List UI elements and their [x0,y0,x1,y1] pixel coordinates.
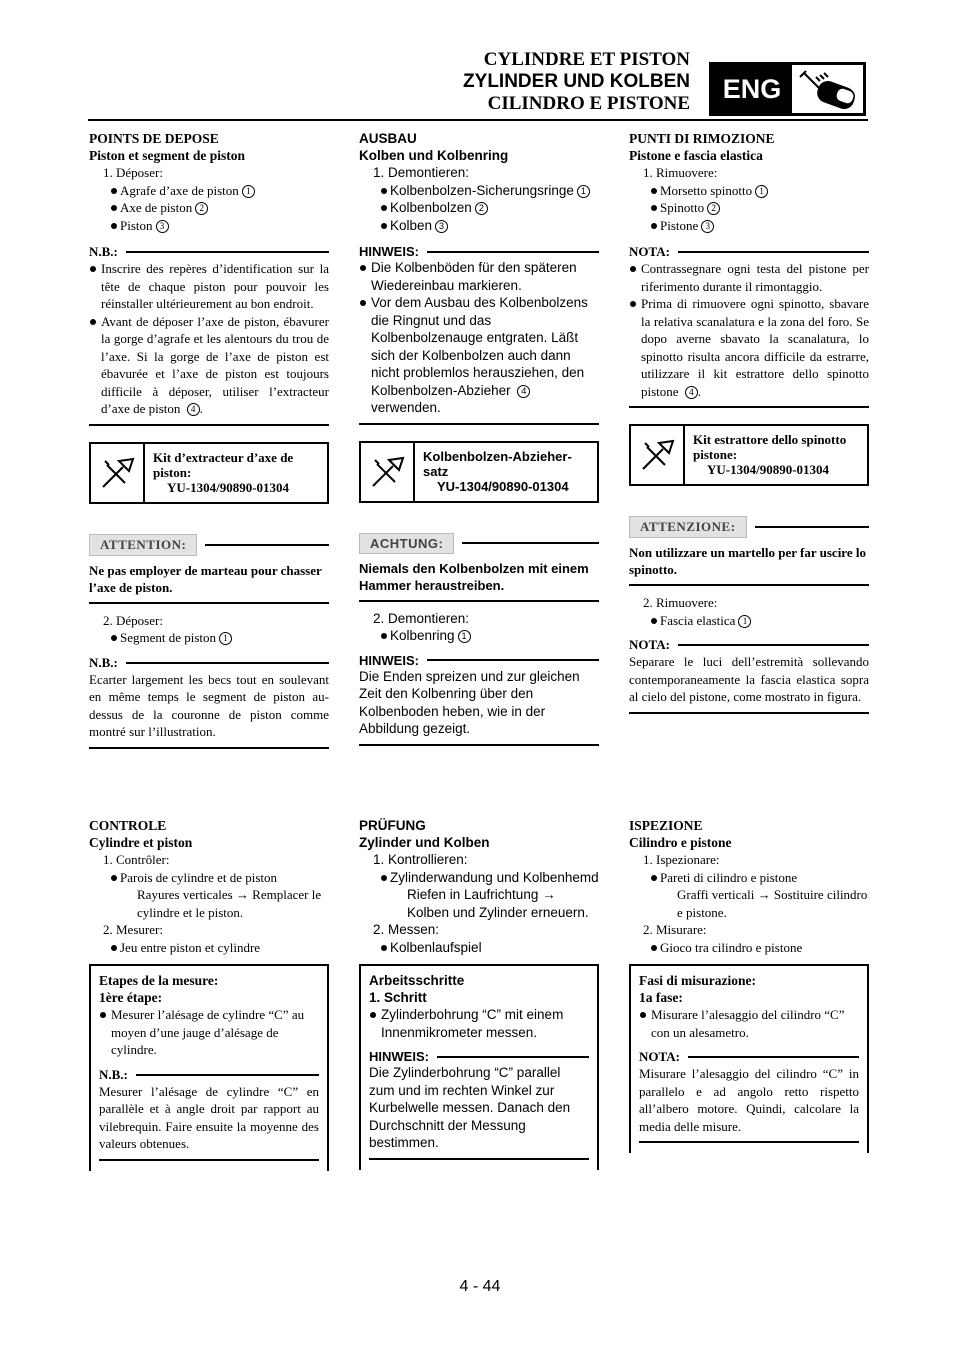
section-badge-label: ENG [712,65,792,113]
measurement-item: Mesurer l’alésage de cylindre “C” au moyen d’une jauge d’alésage de cylindre. [99,1006,319,1059]
list-item: Agrafe d’axe de piston [120,182,239,198]
note-label: HINWEIS: [359,652,419,668]
measurement-step: 1ère étape: [99,990,163,1005]
title-italian: CILINDRO E PISTONE [487,93,690,114]
callout-number: 2 [707,202,720,215]
section-subtitle: Zylinder und Kolben [359,835,490,850]
italian-inspection-section [629,817,869,1153]
page-number: 4 - 44 [459,1278,501,1295]
measurement-item: Misurare l’alesaggio del cilindro “C” con un alesametro. [639,1006,859,1041]
caution-label: ATTENZIONE: [629,516,747,538]
callout-number: 4 [517,385,530,398]
list-item: Kolbenbolzen [390,200,472,215]
tool-icon [97,453,137,493]
note-label: NOTA: [629,244,670,259]
list-item-detail: Graffi verticali → Sostituire cilindro e pistone. [677,887,868,920]
section-title: POINTS DE DEPOSE [89,131,219,146]
tool-code: YU-1304/90890-01304 [167,479,290,495]
section-badge [709,62,866,116]
list-item-detail: Riefen in Laufrichtung → Kolben und Zylinder erneuern. [407,887,589,920]
note-item: Die Kolbenböden für den späteren Wiedereinbau markieren. [359,259,599,294]
note-label: HINWEIS: [359,244,419,259]
tool-name: Kolbenbolzen-Abzieher-satz [423,448,572,479]
callout-number: 3 [156,220,169,233]
note-item: Vor dem Ausbau des Kolbenbolzens die Ringnut und das Kolbenbolzenauge entgraten. Läßt sich der Kolbenbolzen auch dann nicht problemlos herausziehen, den Kolbenbolzen-Abzieher [371,295,588,398]
measurement-title: Arbeitsschritte [369,973,465,988]
section-title: PUNTI DI RIMOZIONE [629,131,775,146]
step-1: 1. Demontieren: [373,165,470,180]
note-label: N.B.: [89,244,118,259]
step-1: 1. Rimuovere: [643,165,718,180]
measurement-title: Fasi di misurazione: [639,973,756,988]
note-item: Contrassegnare ogni testa del pistone per riferimento durante il rimontaggio. [629,260,869,295]
italian-removal-section: PUNTI DI RIMOZIONE Pistone e fascia elastica 1. Rimuovere: Morsetto spinotto 1 Spinotto 2 Pistone 3 NOTA: Contrassegnare ogni testa del pistone per riferimento durante il rimontaggio. Prima di rimuovere ogni spinotto, sbavare la relativa scanalatura e la zona del foro. Se dopo averne sbavato la scanalatura, lo spinotto risulta ancora difficile da estrarre, utilizzare il kit estrattore dello spinotto pistone 4 . Kit estrattore dello spinotto pistone: YU-1304/90890-01304 ATTENZIONE: Non utilizzare un martello per far uscire lo spinotto. 2. Rimuovere: Fascia elastica 1 NOTA: Separare le luci dell’estremità sollevando contemporaneamente la fascia elastica sopra al cielo del pistone, come mostrato in figura. [629,130,869,714]
special-tool-box [629,424,869,486]
note-label: N.B.: [99,1066,128,1082]
note-label: N.B.: [89,654,118,670]
list-item: Jeu entre piston et cylindre [89,939,329,957]
caution-label: ACHTUNG: [359,533,454,554]
callout-number: 4 [685,386,698,399]
section-title: CONTROLE [89,818,167,833]
step-2: 2. Demontieren: [373,610,470,626]
callout-number: 1 [219,632,232,645]
section-subtitle: Kolben und Kolbenring [359,148,509,163]
page-header [0,0,960,125]
caution-text: Ne pas employer de marteau pour chasser l’axe de piston. [89,562,322,595]
step-2: 2. Rimuovere: [643,595,718,610]
tool-icon [367,452,407,492]
note-label: NOTA: [629,637,670,652]
list-item: Fascia elastica [660,612,736,628]
step-1: 1. Ispezionare: [643,852,720,867]
step-2: 2. Misurare: [643,922,707,937]
note-item-tail: verwenden. [371,400,441,415]
step-2: 2. Mesurer: [103,922,163,937]
note-item: Prima di rimuovere ogni spinotto, sbavare la relativa scanalatura e la zona del foro. Se dopo averne sbavato la scanalatura, lo spinotto risulta ancora difficile da estrarre, utilizzare il kit estrattore dello spinotto pistone [641,296,869,399]
caution-label: ATTENTION: [89,534,197,556]
list-item: Morsetto spinotto [660,182,753,198]
note-label: HINWEIS: [369,1049,429,1064]
special-tool-box [359,441,599,503]
callout-number: 2 [195,202,208,215]
callout-number: 1 [458,630,471,643]
note-item: Avant de déposer l’axe de piston, ébavurer la gorge d’agrafe et les alentours du trou de l’axe. Si la gorge de l’axe de piston est ébavurée et l’axe de piston est toujours difficile à déposer, utiliser l’extracteur d’axe de piston [101,313,329,416]
german-removal-section [359,130,599,746]
step-2: 2. Déposer: [103,612,163,628]
note-text: Die Enden spreizen und zur gleichen Zeit den Kolbenring über den Kolbenboden heben, wie in der Abbildung gezeigt. [359,668,580,736]
section-subtitle: Cylindre et piston [89,835,193,850]
section-title: PRÜFUNG [359,818,426,833]
list-item: Piston [120,217,153,233]
step-1: 1. Déposer: [103,165,163,180]
title-french: CYLINDRE ET PISTON [483,49,690,70]
list-item: Kolben [390,217,433,233]
section-title: AUSBAU [359,131,417,146]
step-2: 2. Messen: [373,922,440,937]
list-item: Kolbenring [390,628,455,643]
section-subtitle: Piston et segment de piston [89,148,245,163]
measurement-step: 1a fase: [639,990,683,1005]
tool-code: YU-1304/90890-01304 [437,478,569,494]
list-item: Parois de cylindre et de piston [89,869,329,887]
list-item: Kolbenbolzen-Sicherungsringe [390,182,574,198]
note-item: Inscrire des repères d’identification sur la tête de chaque piston pour pouvoir les réinstaller ultérieurement au bon endroit. [89,260,329,313]
callout-number: 3 [701,220,714,233]
measurement-box [89,964,329,1171]
callout-number: 2 [475,202,488,215]
caution-text: Non utilizzare un martello per far uscire lo spinotto. [629,545,866,577]
note-text: Separare le luci dell’estremità sollevando contemporaneamente la fascia elastica sopra al cielo del pistone, come mostrato in figura. [629,654,869,704]
list-item: Axe de piston [120,200,193,215]
section-subtitle: Pistone e fascia elastica [629,148,763,163]
tool-name: Kit d’extracteur d’axe de piston: [153,449,294,480]
header-rule [88,119,868,121]
engine-wrench-icon [796,67,862,111]
tool-code: YU-1304/90890-01304 [707,462,830,477]
callout-number: 1 [738,615,751,628]
step-1: 1. Contrôler: [103,852,170,867]
callout-number: 1 [242,185,255,198]
special-tool-box [89,442,329,504]
list-item: Spinotto [660,200,705,215]
measurement-step: 1. Schritt [369,990,427,1005]
note-text: Mesurer l’alésage de cylindre “C” en parallèle et à angle droit par rapport au vilebrequin. Faire ensuite la moyenne des valeurs obtenues. [99,1083,319,1151]
section-subtitle: Cilindro e pistone [629,835,732,850]
section-title: ISPEZIONE [629,818,703,833]
step-1: 1. Kontrollieren: [373,852,468,867]
callout-number: 3 [435,220,448,233]
list-item: Segment de piston [120,630,217,645]
list-item: Zylinderwandung und Kolbenhemd [359,869,599,887]
measurement-item: Zylinderbohrung “C” mit einem Innenmikrometer messen. [369,1006,589,1041]
measurement-box [629,964,869,1153]
list-item-detail: Rayures verticales → Remplacer le cylindre et le piston. [137,887,322,920]
tool-name: Kit estrattore dello spinotto pistone: [693,432,847,462]
list-item: Kolbenlaufspiel [359,939,599,957]
note-text: Misurare l’alesaggio del cilindro “C” in parallelo e ad angolo retto rispetto all’albero motore. Quindi, calcolare la media delle misure. [639,1066,859,1134]
list-item: Gioco tra cilindro e pistone [629,939,869,957]
tool-icon [637,435,677,475]
title-german: ZYLINDER UND KOLBEN [463,71,690,92]
callout-number: 4 [187,403,200,416]
note-text: Ecarter largement les becs tout en soulevant en même temps le segment de piston au-dessus de la couronne de piston comme montré sur l’illustration. [89,671,329,739]
list-item: Pareti di cilindro e pistone [629,869,869,887]
caution-text: Niemals den Kolbenbolzen mit einem Hammer heraustreiben. [359,560,589,593]
measurement-box [359,964,599,1170]
callout-number: 1 [577,185,590,198]
list-item: Pistone [660,217,699,233]
note-label: NOTA: [639,1049,680,1064]
french-removal-section: POINTS DE DEPOSE Piston et segment de piston 1. Déposer: Agrafe d’axe de piston 1 Axe de piston 2 Piston 3 N.B.: Inscrire des repères d’identification sur la tête de chaque piston pour pouvoir les réinstaller ultérieurement au bon endroit. Avant de déposer l’axe de piston, ébavurer la gorge d’agrafe et les alentours du trou de l’axe. Si la gorge de l’axe de piston est ébavurée et l’axe de piston est toujours difficile à déposer, utiliser l’extracteur d’axe de piston 4 . Kit d’extracteur d’axe de piston: YU-1304/90890-01304 ATTENTION: Ne pas employer de marteau pour chasser l’axe de piston. 2. Déposer: Segment de piston 1 N.B.: Ecarter largement les becs tout en soulevant en même temps le segment de piston au-dessus de la couronne de piston comme montré sur l’illustration. [89,130,329,749]
french-inspection-section [89,817,329,1171]
callout-number: 1 [755,185,768,198]
measurement-title: Etapes de la mesure: [99,973,219,988]
german-inspection-section [359,817,599,1170]
note-text: Die Zylinderbohrung “C” parallel zum und im rechten Winkel zur Kurbelwelle messen. Danach den Durchschnitt der Messung bestimmen. [369,1065,571,1150]
